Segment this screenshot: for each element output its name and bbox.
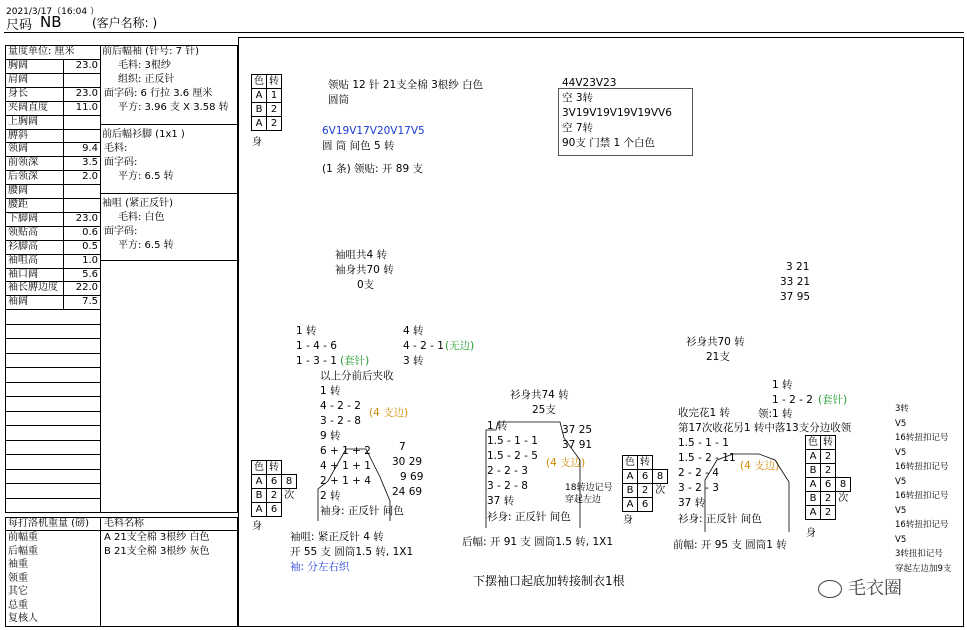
sleeve-step: 1 转 xyxy=(320,385,341,397)
header-rule xyxy=(4,32,964,33)
cell: 8 xyxy=(653,470,668,484)
rule xyxy=(5,309,101,310)
weight-row: 复核人 xyxy=(8,613,38,624)
note-line: V5 xyxy=(895,505,907,516)
sleeve-left: 1 - 4 - 6 xyxy=(296,340,337,352)
sleeve-left: 1 - 3 - 1 xyxy=(296,355,337,367)
sleeve-right: 3 转 xyxy=(403,355,424,367)
cell: B xyxy=(806,464,821,478)
cell: A xyxy=(623,470,638,484)
cell xyxy=(836,464,851,478)
cell: 2 xyxy=(821,506,836,520)
note-line: 3V19V19V19V19VV6 xyxy=(562,107,672,119)
watermark xyxy=(818,574,902,600)
cell: A xyxy=(252,89,267,103)
rule xyxy=(5,469,101,470)
measure-value: 9.4 xyxy=(82,143,98,155)
measure-label: 后领深 xyxy=(8,171,38,183)
cell: A xyxy=(252,117,267,131)
measure-label: 前领深 xyxy=(8,157,38,169)
color-table-footer: 身 xyxy=(623,515,633,526)
note-line: V5 xyxy=(895,447,907,458)
sleeve-cuff: 袖: 分左右织 xyxy=(290,561,350,573)
back-hem: 后幅: 开 91 支 圆筒1.5 转, 1X1 xyxy=(462,536,614,548)
size-value: NB xyxy=(40,13,62,31)
rule xyxy=(5,411,101,412)
spec-line: 毛料: 3根纱 xyxy=(118,60,171,71)
yarn-row-b: B 21支全棉 3根纱 灰色 xyxy=(104,546,210,557)
cell: A xyxy=(252,503,267,517)
measure-label: 领贴高 xyxy=(8,226,38,238)
front-step: 2 - 2 - 4 xyxy=(678,467,719,479)
front-outline xyxy=(703,450,791,534)
spec-line: 组织: 正反针 xyxy=(118,74,175,85)
rule xyxy=(5,498,101,499)
color-table-footer: 身 xyxy=(806,528,816,539)
note-line: 16转扭扣记号 xyxy=(895,462,949,472)
measure-label: 领阔 xyxy=(8,143,28,155)
size-label: 尺码 xyxy=(6,18,33,33)
cell: 6 xyxy=(638,498,653,512)
collar-line1: 领贴 12 针 21支全棉 3根纱 白色 xyxy=(328,79,484,91)
weight-row: 后幅重 xyxy=(8,545,38,557)
watermark-text: 毛衣圈 xyxy=(848,578,902,599)
measure-label: 肩阔 xyxy=(8,73,28,85)
sleeve-note: 以上分前后夹收 xyxy=(320,370,394,382)
front-step: 1.5 - 1 - 1 xyxy=(678,437,729,449)
back-tag: (4 支边) xyxy=(546,457,586,469)
cell: 2 xyxy=(267,103,282,117)
cell: 转 xyxy=(821,436,836,450)
note-line: V5 xyxy=(895,476,907,487)
cell: 8 xyxy=(282,475,297,489)
color-table-footer: 身 xyxy=(252,137,262,148)
sleeve-outline xyxy=(318,445,392,523)
cell: B xyxy=(252,489,267,503)
measure-label: 身长 xyxy=(8,87,28,99)
note-line: 空 7转 xyxy=(562,122,594,134)
measure-label: 袖咀高 xyxy=(8,254,38,266)
measure-value: 0.5 xyxy=(82,240,98,252)
measure-value: 5.6 xyxy=(82,268,98,280)
spec-line: 面字码: xyxy=(104,157,138,168)
back-outline xyxy=(484,418,584,530)
measure-label: 腰阔 xyxy=(8,185,28,197)
sleeve-step: 6 + 1 + 2 xyxy=(320,445,371,457)
cell: 6 xyxy=(638,470,653,484)
sleeve-side: 30 29 xyxy=(392,456,423,468)
collar-line3: 圆 筒 间色 5 转 xyxy=(322,140,395,152)
spec-line: 毛料: 白色 xyxy=(118,212,165,223)
sleeve-body: 袖身: 正反针 间色 xyxy=(320,505,404,517)
rule xyxy=(5,512,101,513)
customer-name: (客户名称: ) xyxy=(92,16,158,30)
rule xyxy=(5,454,101,455)
collar-line2: 圆筒 xyxy=(328,94,349,106)
sleeve-top: 0支 xyxy=(357,279,375,291)
back-step: 3 - 2 - 8 xyxy=(487,480,528,492)
measure-value: 23.0 xyxy=(75,60,98,71)
measure-label: 膊斜 xyxy=(8,129,28,141)
note-line: 穿起左边加9支 xyxy=(895,563,952,574)
back-mark: 18转边记号 xyxy=(565,483,613,493)
front-body: 衫身: 正反针 间色 xyxy=(678,513,762,525)
note-line: 90支 门禁 1 个白色 xyxy=(562,137,656,149)
back-step: 1.5 - 1 - 1 xyxy=(487,435,538,447)
cell: 转 xyxy=(638,456,653,470)
yarn-row-a: A 21支全棉 3根纱 白色 xyxy=(104,532,210,543)
measure-value: 7.5 xyxy=(82,296,98,308)
collar-line4: (1 条) 领贴: 开 89 支 xyxy=(322,163,423,175)
color-table-front xyxy=(805,435,851,520)
measure-label: 袖口阔 xyxy=(8,268,38,280)
weight-row: 袖重 xyxy=(8,559,28,570)
cell: A xyxy=(252,475,267,489)
front-top: 1 - 2 - 2 xyxy=(772,394,813,406)
sleeve-side: 24 69 xyxy=(392,486,423,498)
cell xyxy=(836,436,851,450)
measure-value: 23.0 xyxy=(75,212,98,224)
color-table-footer: 身 xyxy=(252,521,262,532)
rule xyxy=(5,324,101,325)
cell: 2 xyxy=(821,464,836,478)
color-table-main xyxy=(251,74,282,131)
measure-value: 23.0 xyxy=(75,87,98,99)
back-mark: 穿起左边 xyxy=(565,495,602,505)
sleeve-top: 袖身共70 转 xyxy=(335,264,394,276)
rule xyxy=(5,396,101,397)
cell xyxy=(836,450,851,464)
color-table-back xyxy=(622,455,668,512)
sleeve-step: 9 转 xyxy=(320,430,341,442)
back-step: 1 转 xyxy=(487,420,508,432)
sleeve-right: 4 转 xyxy=(403,325,424,337)
collar-code: 6V19V17V20V17V5 xyxy=(322,125,425,137)
spec-title: 前后幅衫脚 (1x1 ) xyxy=(102,129,185,140)
front-step: 37 转 xyxy=(678,497,706,509)
wechat-icon xyxy=(818,580,842,598)
sleeve-step: 2 转 xyxy=(320,490,341,502)
cell: 次 xyxy=(284,489,295,501)
front-flower: 第17次收花另1 转中落13支分边收领 xyxy=(678,422,852,434)
sleeve-step: 3 - 2 - 8 xyxy=(320,415,361,427)
rule xyxy=(5,425,101,426)
cell: 1 xyxy=(267,89,282,103)
rule xyxy=(5,483,101,484)
rule xyxy=(5,353,101,354)
cell: 色 xyxy=(623,456,638,470)
back-step: 1.5 - 2 - 5 xyxy=(487,450,538,462)
cell: 色 xyxy=(806,436,821,450)
cell xyxy=(836,506,851,520)
weight-title: 每打洛机重量 (磅) xyxy=(8,518,89,529)
measure-label: 袖阔 xyxy=(8,296,28,308)
rule xyxy=(5,367,101,368)
cell: 次 xyxy=(838,492,849,504)
back-side: 37 25 xyxy=(562,424,593,436)
header-date: 2021/3/17（16:04 ） xyxy=(6,7,99,17)
cell: 色 xyxy=(252,75,267,89)
front-title: 衫身共70 转 xyxy=(686,336,745,348)
cell: 转 xyxy=(267,75,282,89)
cell: 2 xyxy=(267,489,282,503)
right-num: 37 95 xyxy=(780,291,811,303)
back-title: 衫身共74 转 xyxy=(510,389,569,401)
spec-line: 平方: 6.5 转 xyxy=(118,240,174,251)
weight-row: 前幅重 xyxy=(8,532,38,543)
cell: 色 xyxy=(252,461,267,475)
spec-line: 面字码: xyxy=(104,226,138,237)
front-hem: 前幅: 开 95 支 圆筒1 转 xyxy=(673,539,787,551)
note-line: V5 xyxy=(895,418,907,429)
cell: B xyxy=(623,484,638,498)
sleeve-tag: (4 支边) xyxy=(369,407,409,419)
cell: B xyxy=(252,103,267,117)
measure-label: 上胸阔 xyxy=(8,115,38,127)
measure-label: 腰距 xyxy=(8,199,28,210)
cell: 6 xyxy=(267,475,282,489)
spec-title: 前后幅袖 (针号: 7 针) xyxy=(102,46,200,57)
note-line: 空 3转 xyxy=(562,92,594,104)
measure-label: 夹阔直度 xyxy=(8,101,48,113)
note-line: V5 xyxy=(895,534,907,545)
front-neck: 收完花1 转 xyxy=(678,407,731,419)
note-line: 3转 xyxy=(895,404,909,414)
sleeve-left: 1 转 xyxy=(296,325,317,337)
measure-value: 1.0 xyxy=(82,254,98,266)
sleeve-cuff: 开 55 支 圆筒1.5 转, 1X1 xyxy=(290,546,414,558)
cell: 6 xyxy=(821,478,836,492)
rule xyxy=(101,193,238,194)
cell: A xyxy=(806,450,821,464)
cell: 转 xyxy=(267,461,282,475)
front-neck-right: 领:1 转 xyxy=(758,408,793,420)
spec-title: 袖咀 (紧正反针) xyxy=(102,198,173,209)
footer-note: 下摆袖口起底加转接制衣1根 xyxy=(473,574,625,588)
rule xyxy=(101,124,238,125)
note-line: 44V23V23 xyxy=(562,77,617,89)
front-width: 21支 xyxy=(706,351,730,363)
measure-value: 0.6 xyxy=(82,226,98,238)
rule xyxy=(100,517,101,627)
note-line: 16转扭扣记号 xyxy=(895,433,949,443)
back-side: 37 91 xyxy=(562,439,593,451)
sleeve-side: 7 xyxy=(399,441,406,453)
cell: A xyxy=(806,506,821,520)
sleeve-cuff: 袖咀: 紧正反针 4 转 xyxy=(290,531,384,543)
measure-title: 量度单位: 厘米 xyxy=(8,46,75,57)
back-step: 2 - 2 - 3 xyxy=(487,465,528,477)
measure-value: 2.0 xyxy=(82,171,98,183)
front-top-tag: (套针) xyxy=(818,394,848,406)
front-top: 1 转 xyxy=(772,379,793,391)
rule xyxy=(5,440,101,441)
rule xyxy=(5,382,101,383)
rule xyxy=(5,338,101,339)
weight-row: 总重 xyxy=(8,599,28,611)
sleeve-right: 4 - 2 - 1 xyxy=(403,340,444,352)
cell: 2 xyxy=(267,117,282,131)
cell xyxy=(653,456,668,470)
weight-row: 其它 xyxy=(8,586,28,597)
cell: 次 xyxy=(655,484,666,496)
sleeve-step: 2 + 1 + 4 xyxy=(320,475,371,487)
cell: 8 xyxy=(836,478,851,492)
measure-value: 22.0 xyxy=(75,282,98,294)
front-step: 1.5 - 2 - 11 xyxy=(678,452,736,464)
cell: A xyxy=(806,478,821,492)
sleeve-top: 袖咀共4 转 xyxy=(335,249,388,261)
front-step: 3 - 2 - 3 xyxy=(678,482,719,494)
right-num: 3 21 xyxy=(786,261,810,273)
cell xyxy=(653,498,668,512)
cell: A xyxy=(623,498,638,512)
cell: B xyxy=(806,492,821,506)
measure-label: 胸阔 xyxy=(8,60,28,71)
cell: 2 xyxy=(821,450,836,464)
sleeve-left-tag: (套针) xyxy=(340,355,370,367)
spec-line: 平方: 3.96 支 X 3.58 转 xyxy=(118,102,229,113)
measure-label: 袖长膊边度 xyxy=(8,282,58,294)
sleeve-step: 4 + 1 + 1 xyxy=(320,460,371,472)
measure-label: 下脚阔 xyxy=(8,212,38,224)
sleeve-right-tag: (无边) xyxy=(445,340,475,352)
back-width: 25支 xyxy=(532,404,556,416)
cell xyxy=(282,503,297,517)
note-line: 16转扭扣记号 xyxy=(895,491,949,501)
sleeve-side: 9 69 xyxy=(400,471,424,483)
color-table-sleeve xyxy=(251,460,297,517)
yarn-title: 毛料名称 xyxy=(104,518,144,529)
spec-line: 毛料: xyxy=(104,143,128,154)
cell: 2 xyxy=(638,484,653,498)
rule xyxy=(101,260,238,261)
cell xyxy=(282,461,297,475)
measure-value: 11.0 xyxy=(75,101,98,113)
spec-line: 平方: 6.5 转 xyxy=(118,171,174,182)
note-line: 16转扭扣记号 xyxy=(895,520,949,530)
back-step: 37 转 xyxy=(487,495,515,507)
back-body: 衫身: 正反针 间色 xyxy=(487,511,571,523)
sleeve-step: 4 - 2 - 2 xyxy=(320,400,361,412)
cell: 2 xyxy=(821,492,836,506)
spec-line: 面字码: 6 行拉 3.6 厘米 xyxy=(104,88,213,99)
right-num: 33 21 xyxy=(780,276,811,288)
weight-row: 领重 xyxy=(8,572,28,584)
measure-value: 3.5 xyxy=(82,157,98,169)
note-line: 3转扭扣记号 xyxy=(895,549,943,559)
cell: 6 xyxy=(267,503,282,517)
measure-label: 衫脚高 xyxy=(8,240,38,252)
front-tag: (4 支边) xyxy=(740,460,780,472)
